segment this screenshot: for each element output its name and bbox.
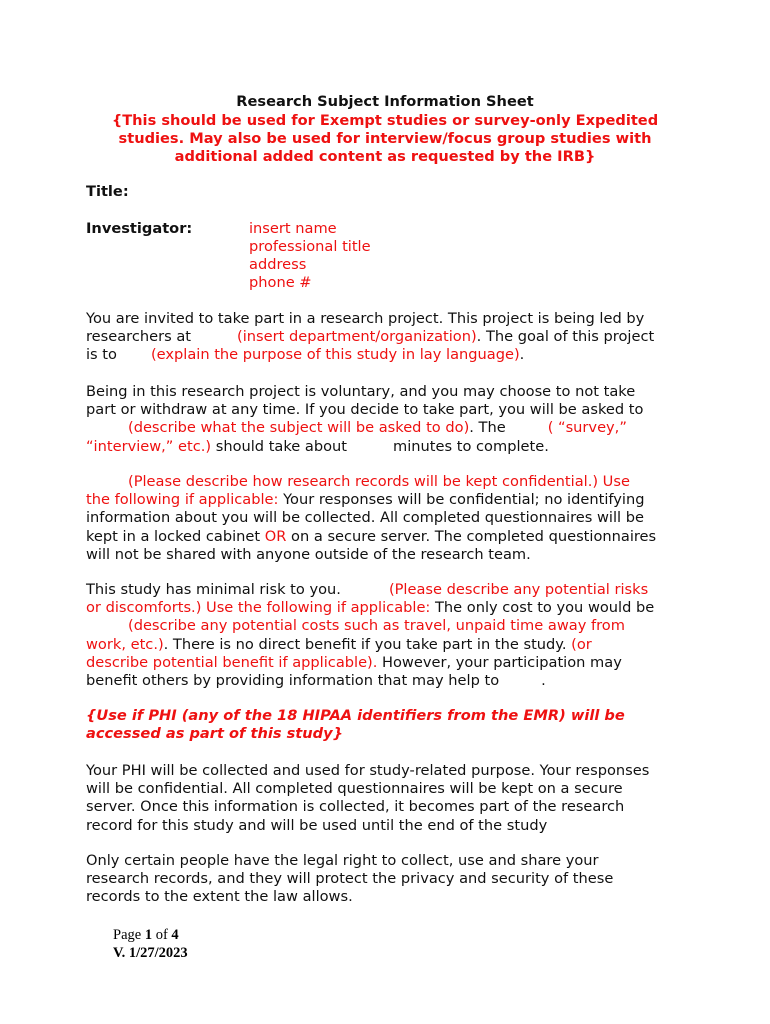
p6-line-3: records to the extent the law allows.: [86, 888, 353, 906]
p5-line-4: record for this study and will be used until the end of the study: [86, 816, 548, 834]
method-placeholder: ( “survey,”: [547, 419, 627, 437]
voluntary-paragraph: [86, 383, 696, 456]
p5-line-2: will be confidential. All completed questionnaires will be kept on a secure: [86, 780, 623, 798]
p5-line-3: server. Once this information is collected, it becomes part of the research: [86, 798, 625, 816]
p2-line-3: (describe what the subject will be asked to do). The ( “survey,”: [128, 419, 627, 437]
department-placeholder: (insert department/organization): [237, 328, 477, 346]
phi-note-line-1: {Use if PHI (any of the 18 HIPAA identifiers from the EMR) will be: [86, 707, 625, 724]
phi-note: [86, 707, 696, 743]
p1-line-3: is to (explain the purpose of this study in lay language).: [86, 346, 525, 364]
confidentiality-paragraph: [86, 473, 696, 564]
p3-line-2: the following if applicable: Your responses will be confidential; no identifying: [86, 491, 645, 509]
p3-line-1: (Please describe how research records will be kept confidential.) Use: [128, 473, 630, 490]
investigator-address-field: address: [249, 256, 307, 273]
invitation-paragraph: [86, 310, 696, 365]
risk-paragraph: [86, 581, 696, 690]
p4-line-4: work, etc.). There is no direct benefit if you take part in the study. (or: [86, 635, 592, 653]
investigator-name-field: insert name: [249, 220, 337, 237]
p1-line-1: You are invited to take part in a research project. This project is being led by: [86, 310, 645, 327]
title-label: Title:: [86, 183, 129, 200]
legal-rights-paragraph: [86, 852, 696, 907]
p3-line-5: will not be shared with anyone outside of the research team.: [86, 545, 531, 563]
version-label: V. 1/27/2023: [113, 945, 188, 961]
phi-paragraph: [86, 762, 696, 835]
investigator-label: Investigator:: [86, 220, 193, 237]
p6-line-2: research records, and they will protect the privacy and security of these: [86, 870, 614, 888]
usage-note-line-3: additional added content as requested by the IRB}: [174, 148, 596, 165]
p4-line-5: describe potential benefit if applicable). However, your participation may: [86, 653, 622, 671]
phi-note-line-2: accessed as part of this study}: [86, 725, 344, 743]
page-number: Page 1 of 4: [113, 927, 179, 943]
p4-line-3: (describe any potential costs such as travel, unpaid time away from: [128, 617, 625, 635]
p4-line-1: This study has minimal risk to you. (Please describe any potential risks: [86, 581, 649, 598]
p6-line-1: Only certain people have the legal right to collect, use and share your: [86, 852, 599, 869]
p3-line-3: information about you will be collected. All completed questionnaires will be: [86, 509, 644, 527]
p2-line-4: “interview,” etc.) should take about minutes to complete.: [86, 437, 549, 455]
p2-line-1: Being in this research project is voluntary, and you may choose to not take: [86, 383, 636, 400]
p5-line-1: Your PHI will be collected and used for study-related purpose. Your responses: [86, 762, 650, 779]
investigator-title-field: professional title: [249, 238, 371, 255]
subject-task-placeholder: (describe what the subject will be asked to do): [128, 419, 470, 437]
purpose-placeholder: (explain the purpose of this study in lay language): [150, 346, 520, 364]
p3-line-4: kept in a locked cabinet OR on a secure server. The completed questionnaires: [86, 527, 657, 545]
usage-note-line-1: {This should be used for Exempt studies or survey-only Expedited: [111, 112, 659, 129]
investigator-phone-field: phone #: [249, 274, 312, 291]
p4-line-6: benefit others by providing information that may help to .: [86, 672, 546, 690]
document-title: Research Subject Information Sheet: [236, 93, 534, 110]
p4-line-2: or discomforts.) Use the following if applicable: The only cost to you would be: [86, 599, 655, 617]
p1-line-2: researchers at (insert department/organization). The goal of this project: [86, 328, 655, 346]
usage-note-line-2: studies. May also be used for interview/focus group studies with: [118, 130, 652, 147]
p2-line-2: part or withdraw at any time. If you decide to take part, you will be asked to: [86, 401, 644, 419]
